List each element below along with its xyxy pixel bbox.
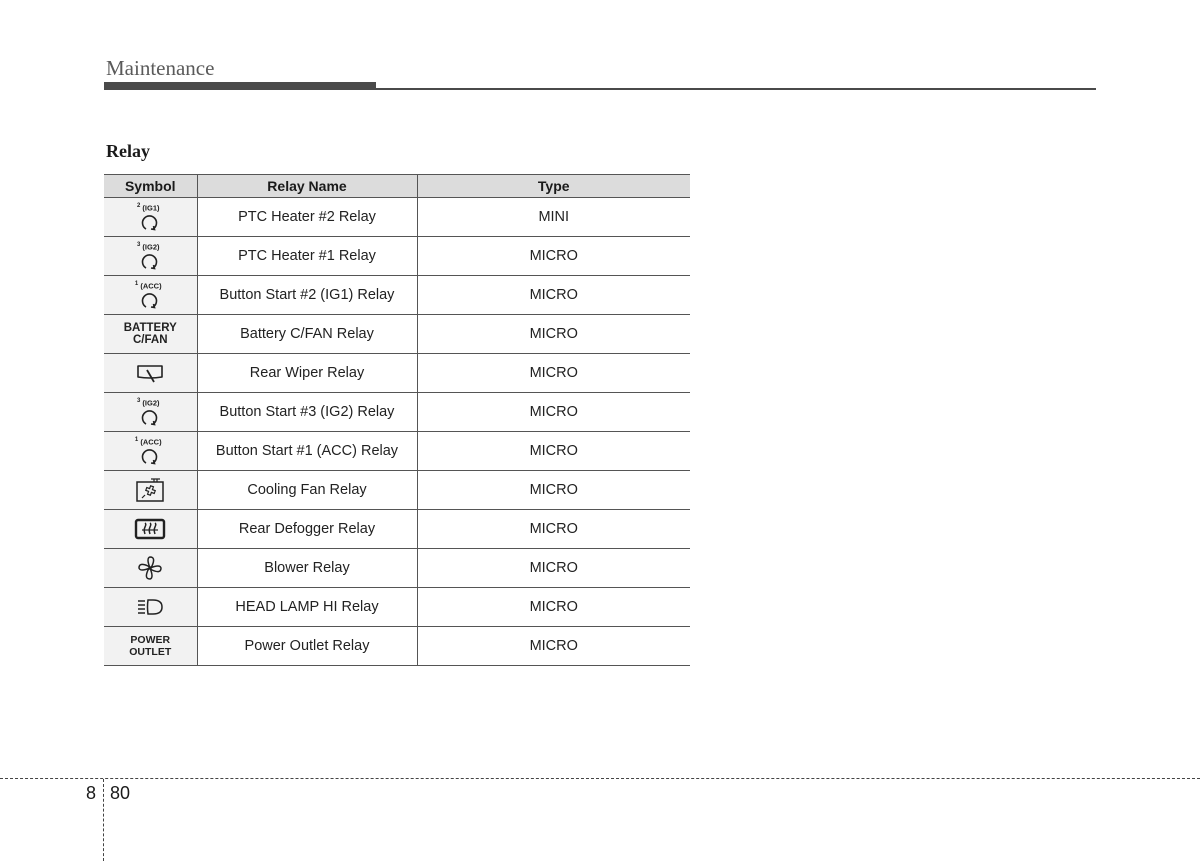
- page-number: 80: [110, 783, 131, 803]
- table-row: [104, 393, 690, 432]
- relay-type-cell: MICRO: [417, 588, 690, 627]
- relay-name-cell: Rear Defogger Relay: [197, 510, 417, 549]
- chapter-number: 8: [86, 783, 97, 803]
- relay-type-cell: MICRO: [417, 510, 690, 549]
- ignition-label: $^1$ (ACC): [134, 437, 162, 447]
- table-row: [104, 471, 690, 510]
- relay-type-cell: MICRO: [417, 393, 690, 432]
- symbol-cell: [104, 627, 197, 666]
- symbol-cell: [104, 198, 197, 237]
- relay-type-cell: MINI: [417, 198, 690, 237]
- column-header-type: Type: [417, 175, 690, 198]
- footer-page-divider: [103, 779, 104, 861]
- relay-type-cell: MICRO: [417, 471, 690, 510]
- symbol-cell: [104, 237, 197, 276]
- table-row: [104, 588, 690, 627]
- subsection-title: Relay: [106, 141, 150, 161]
- relay-table: [104, 174, 690, 666]
- relay-name-cell: Blower Relay: [197, 549, 417, 588]
- rear-defogger-icon: [134, 517, 166, 541]
- relay-type-cell: MICRO: [417, 627, 690, 666]
- relay-name-cell: Button Start #2 (IG1) Relay: [197, 276, 417, 315]
- ignition-relay-icon: [140, 409, 160, 427]
- relay-name-cell: Cooling Fan Relay: [197, 471, 417, 510]
- relay-name-cell: PTC Heater #1 Relay: [197, 237, 417, 276]
- table-row: [104, 276, 690, 315]
- relay-name-cell: Battery C/FAN Relay: [197, 315, 417, 354]
- blower-fan-icon: [137, 555, 163, 581]
- high-beam-icon: [135, 597, 165, 617]
- table-row: [104, 315, 690, 354]
- table-row: [104, 549, 690, 588]
- ignition-label: $^1$ (ACC): [134, 281, 162, 291]
- rear-wiper-icon: [135, 361, 165, 385]
- table-row: [104, 198, 690, 237]
- column-header-symbol: Symbol: [104, 175, 197, 198]
- relay-name-cell: PTC Heater #2 Relay: [197, 198, 417, 237]
- cooling-fan-icon: [134, 476, 166, 504]
- ignition-relay-icon: [140, 253, 160, 271]
- relay-type-cell: MICRO: [417, 432, 690, 471]
- relay-type-cell: MICRO: [417, 354, 690, 393]
- ignition-relay-icon: [140, 448, 160, 466]
- symbol-cell: [104, 549, 197, 588]
- ignition-label: $^3$ (IG2): [136, 242, 160, 252]
- section-title: Maintenance: [106, 56, 215, 80]
- table-row: [104, 510, 690, 549]
- header-rule-thick: [104, 82, 376, 90]
- symbol-text: POWER OUTLET: [129, 634, 172, 658]
- symbol-cell: [104, 354, 197, 393]
- header-rule-thin: [376, 88, 1096, 90]
- symbol-cell: [104, 510, 197, 549]
- symbol-cell: [104, 393, 197, 432]
- table-header-row: [104, 175, 690, 198]
- relay-name-cell: Button Start #3 (IG2) Relay: [197, 393, 417, 432]
- table-row: [104, 354, 690, 393]
- relay-type-cell: MICRO: [417, 549, 690, 588]
- relay-name-cell: Rear Wiper Relay: [197, 354, 417, 393]
- ignition-relay-icon: [140, 214, 160, 232]
- ignition-relay-icon: [140, 292, 160, 310]
- relay-type-cell: MICRO: [417, 276, 690, 315]
- ignition-label: $^2$ (IG1): [136, 203, 160, 213]
- ignition-label: $^3$ (IG2): [136, 398, 160, 408]
- relay-type-cell: MICRO: [417, 315, 690, 354]
- symbol-cell: [104, 471, 197, 510]
- relay-name-cell: HEAD LAMP HI Relay: [197, 588, 417, 627]
- table-row: [104, 237, 690, 276]
- symbol-cell: [104, 588, 197, 627]
- column-header-relay-name: Relay Name: [197, 175, 417, 198]
- symbol-cell: [104, 315, 197, 354]
- table-row: [104, 432, 690, 471]
- relay-name-cell: Power Outlet Relay: [197, 627, 417, 666]
- symbol-cell: [104, 276, 197, 315]
- relay-name-cell: Button Start #1 (ACC) Relay: [197, 432, 417, 471]
- symbol-text: BATTERY C/FAN: [123, 322, 177, 346]
- footer-divider: [0, 778, 1200, 779]
- table-row: [104, 627, 690, 666]
- symbol-cell: [104, 432, 197, 471]
- relay-type-cell: MICRO: [417, 237, 690, 276]
